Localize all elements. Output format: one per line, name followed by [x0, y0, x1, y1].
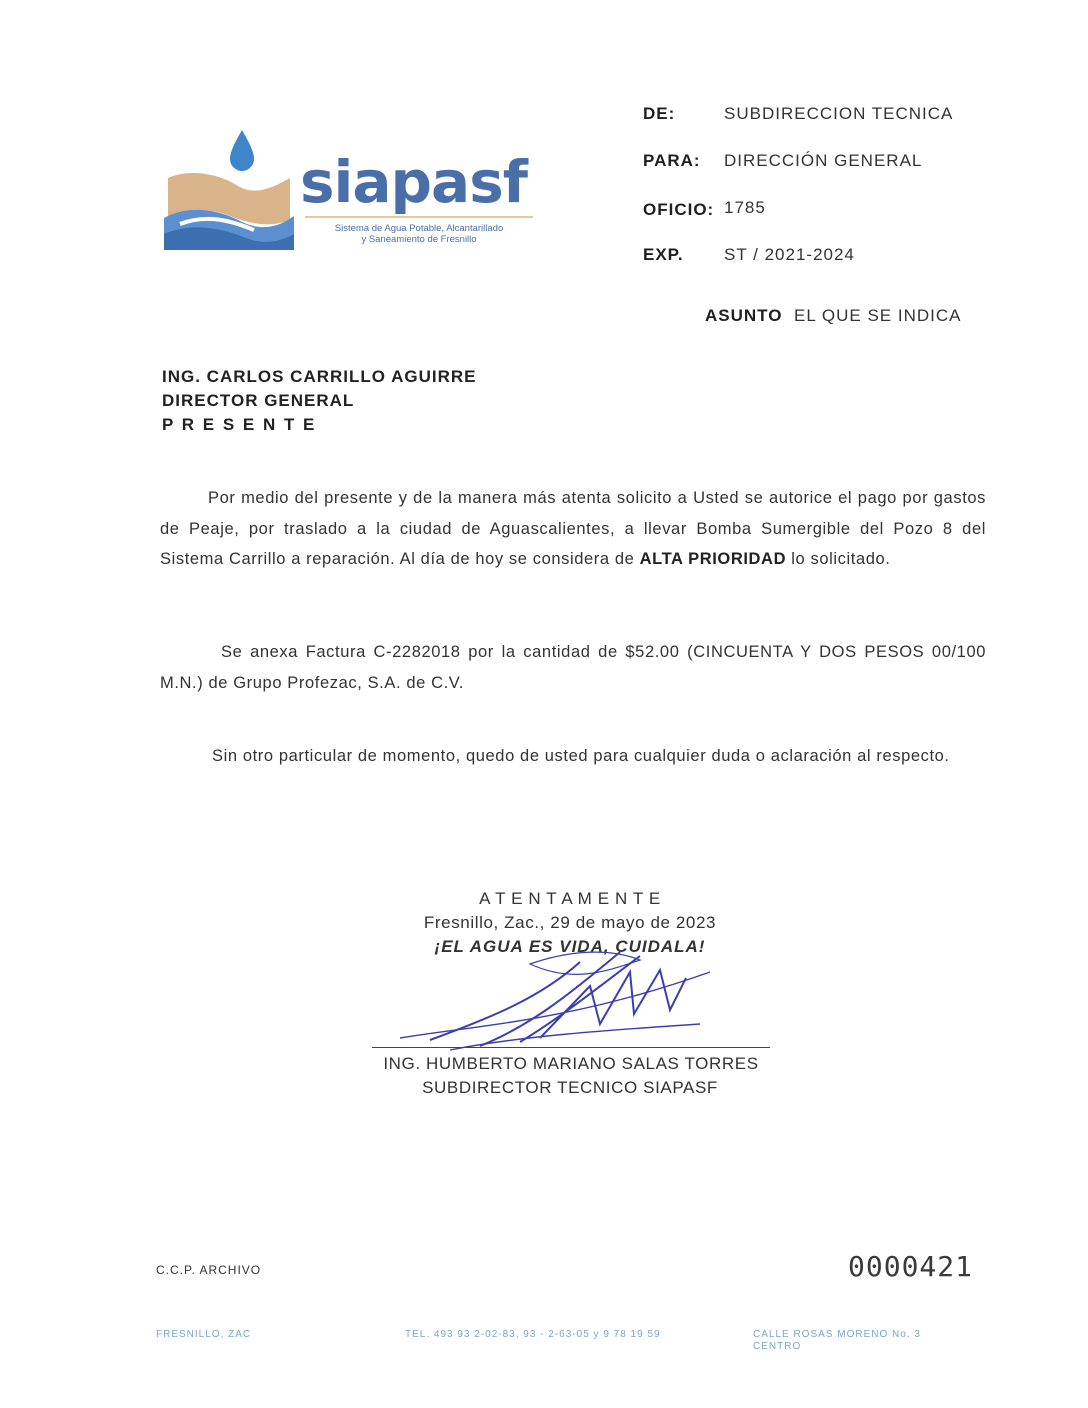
body-paragraph-2: Se anexa Factura C-2282018 por la cantidad de $52.00 (CINCUENTA Y DOS PESOS 00/100 M.N.) de Grupo Profezac, S.A. de C.V. [160, 643, 986, 692]
atentamente: A T E N T A M E N T E [479, 889, 661, 908]
para-value: DIRECCIÓN GENERAL [724, 151, 923, 170]
water-drop-logo-icon [160, 128, 300, 253]
priority-bold: ALTA PRIORIDAD [639, 550, 787, 568]
signature-image [370, 942, 730, 1062]
signature-line [372, 1047, 770, 1048]
exp-label: EXP. [643, 245, 684, 264]
addressee-position: DIRECTOR GENERAL [162, 391, 355, 410]
body-paragraph-1: Por medio del presente y de la manera más atenta solicito a Usted se autorice el pago por gastos de Peaje, por traslado a la ciudad de Aguascalientes, a llevar Bomba Sumergible del Pozo 8 del Sistema Carrillo a reparación. Al día de hoy se considera de ALTA PRIORIDAD lo solicitado. [160, 489, 986, 568]
oficio-label: OFICIO: [643, 200, 715, 219]
signer-name: ING. HUMBERTO MARIANO SALAS TORRES [383, 1054, 759, 1073]
logo-subtitle: Sistema de Agua Potable, Alcantarillado y Saneamiento de Fresnillo [334, 223, 504, 245]
addressee-name: ING. CARLOS CARRILLO AGUIRRE [162, 367, 477, 386]
motto: ¡EL AGUA ES VIDA, CUIDALA! [434, 937, 706, 956]
asunto-label: ASUNTO [705, 306, 783, 325]
presente: P R E S E N T E [162, 415, 317, 434]
footer-tel: TEL. 493 93 2-02-83, 93 - 2-63-05 y 9 78 19 59 [405, 1329, 661, 1340]
folio-stamp: 0000421 [848, 1250, 974, 1283]
exp-value: ST / 2021-2024 [724, 245, 855, 264]
logo-divider [305, 216, 533, 218]
para-label: PARA: [643, 151, 701, 170]
ccp-archivo: C.C.P. ARCHIVO [156, 1263, 262, 1277]
siapasf-logo [160, 128, 540, 258]
de-label: DE: [643, 104, 676, 123]
signer-title: SUBDIRECTOR TECNICO SIAPASF [422, 1078, 718, 1097]
place-date: Fresnillo, Zac., 29 de mayo de 2023 [423, 913, 717, 932]
footer-city: FRESNILLO, ZAC [156, 1329, 252, 1340]
oficio-value: 1785 [724, 198, 766, 217]
body-paragraph-3: Sin otro particular de momento, quedo de usted para cualquier duda o aclaración al respecto. [212, 747, 950, 765]
de-value: SUBDIRECCION TECNICA [724, 104, 954, 123]
logo-wordmark: siapasf [300, 148, 527, 216]
asunto-value: EL QUE SE INDICA [794, 306, 962, 325]
footer-address: CALLE ROSAS MORENO No. 3 CENTRO [753, 1329, 921, 1352]
